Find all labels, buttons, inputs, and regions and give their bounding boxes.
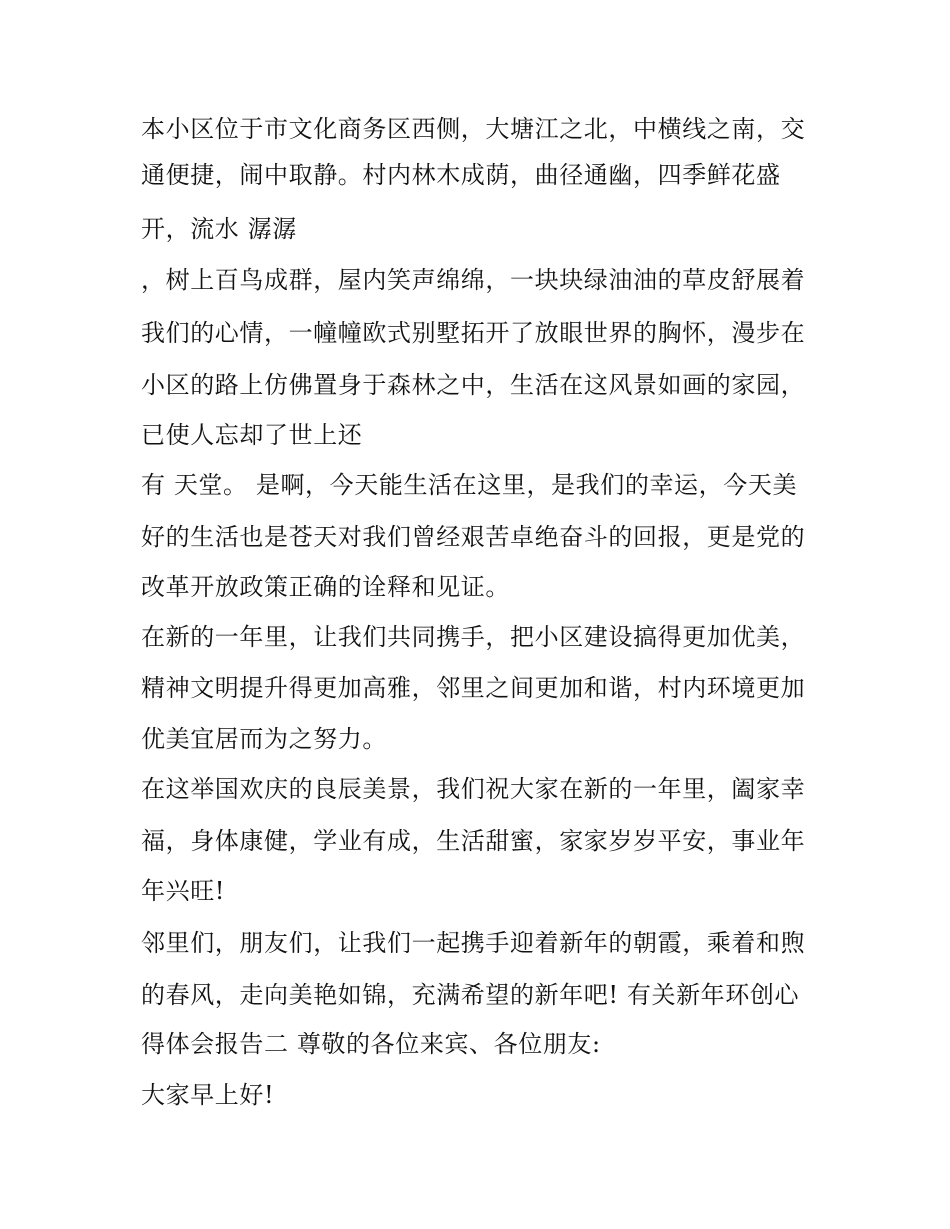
text-line: 本小区位于市文化商务区西侧，大塘江之北，中横线之南，交 [141, 115, 806, 143]
text-line: 精神文明提升得更加高雅，邻里之间更加和谐，村内环境更加 [141, 674, 806, 702]
text-line: 大家早上好! [141, 1081, 275, 1109]
text-line: 小区的路上仿佛置身于森林之中，生活在这风景如画的家园， [141, 371, 806, 399]
text-line: 优美宜居而为之努力。 [141, 725, 387, 753]
text-line: 的春风，走向美艳如锦，充满希望的新年吧! 有关新年环创心 [141, 981, 800, 1009]
text-line: 在新的一年里，让我们共同携手，把小区建设搞得更加优美， [141, 623, 806, 651]
text-line: 在这举国欢庆的良辰美景，我们祝大家在新的一年里，阖家幸 [141, 775, 806, 803]
text-line: 已使人忘却了世上还 [141, 421, 363, 449]
text-line: 有 天堂。 是啊，今天能生活在这里，是我们的幸运，今天美 [141, 471, 798, 499]
text-line: 福，身体康健，学业有成，生活甜蜜，家家岁岁平安，事业年 [141, 827, 806, 855]
text-line: 改革开放政策正确的诠释和见证。 [141, 573, 510, 601]
text-line: 年兴旺! [141, 877, 226, 905]
text-line: 邻里们，朋友们，让我们一起携手迎着新年的朝霞，乘着和煦 [141, 929, 806, 957]
text-line: 我们的心情，一幢幢欧式别墅拓开了放眼世界的胸怀，漫步在 [141, 319, 806, 347]
text-line: 通便捷，闹中取静。村内林木成荫，曲径通幽，四季鲜花盛 [141, 161, 781, 189]
text-line: ，树上百鸟成群，屋内笑声绵绵，一块块绿油油的草皮舒展着 [141, 266, 806, 294]
text-line: 得体会报告二 尊敬的各位来宾、各位朋友: [141, 1030, 601, 1058]
text-line: 开，流水 潺潺 [141, 215, 297, 243]
text-line: 好的生活也是苍天对我们曾经艰苦卓绝奋斗的回报，更是党的 [141, 523, 806, 551]
